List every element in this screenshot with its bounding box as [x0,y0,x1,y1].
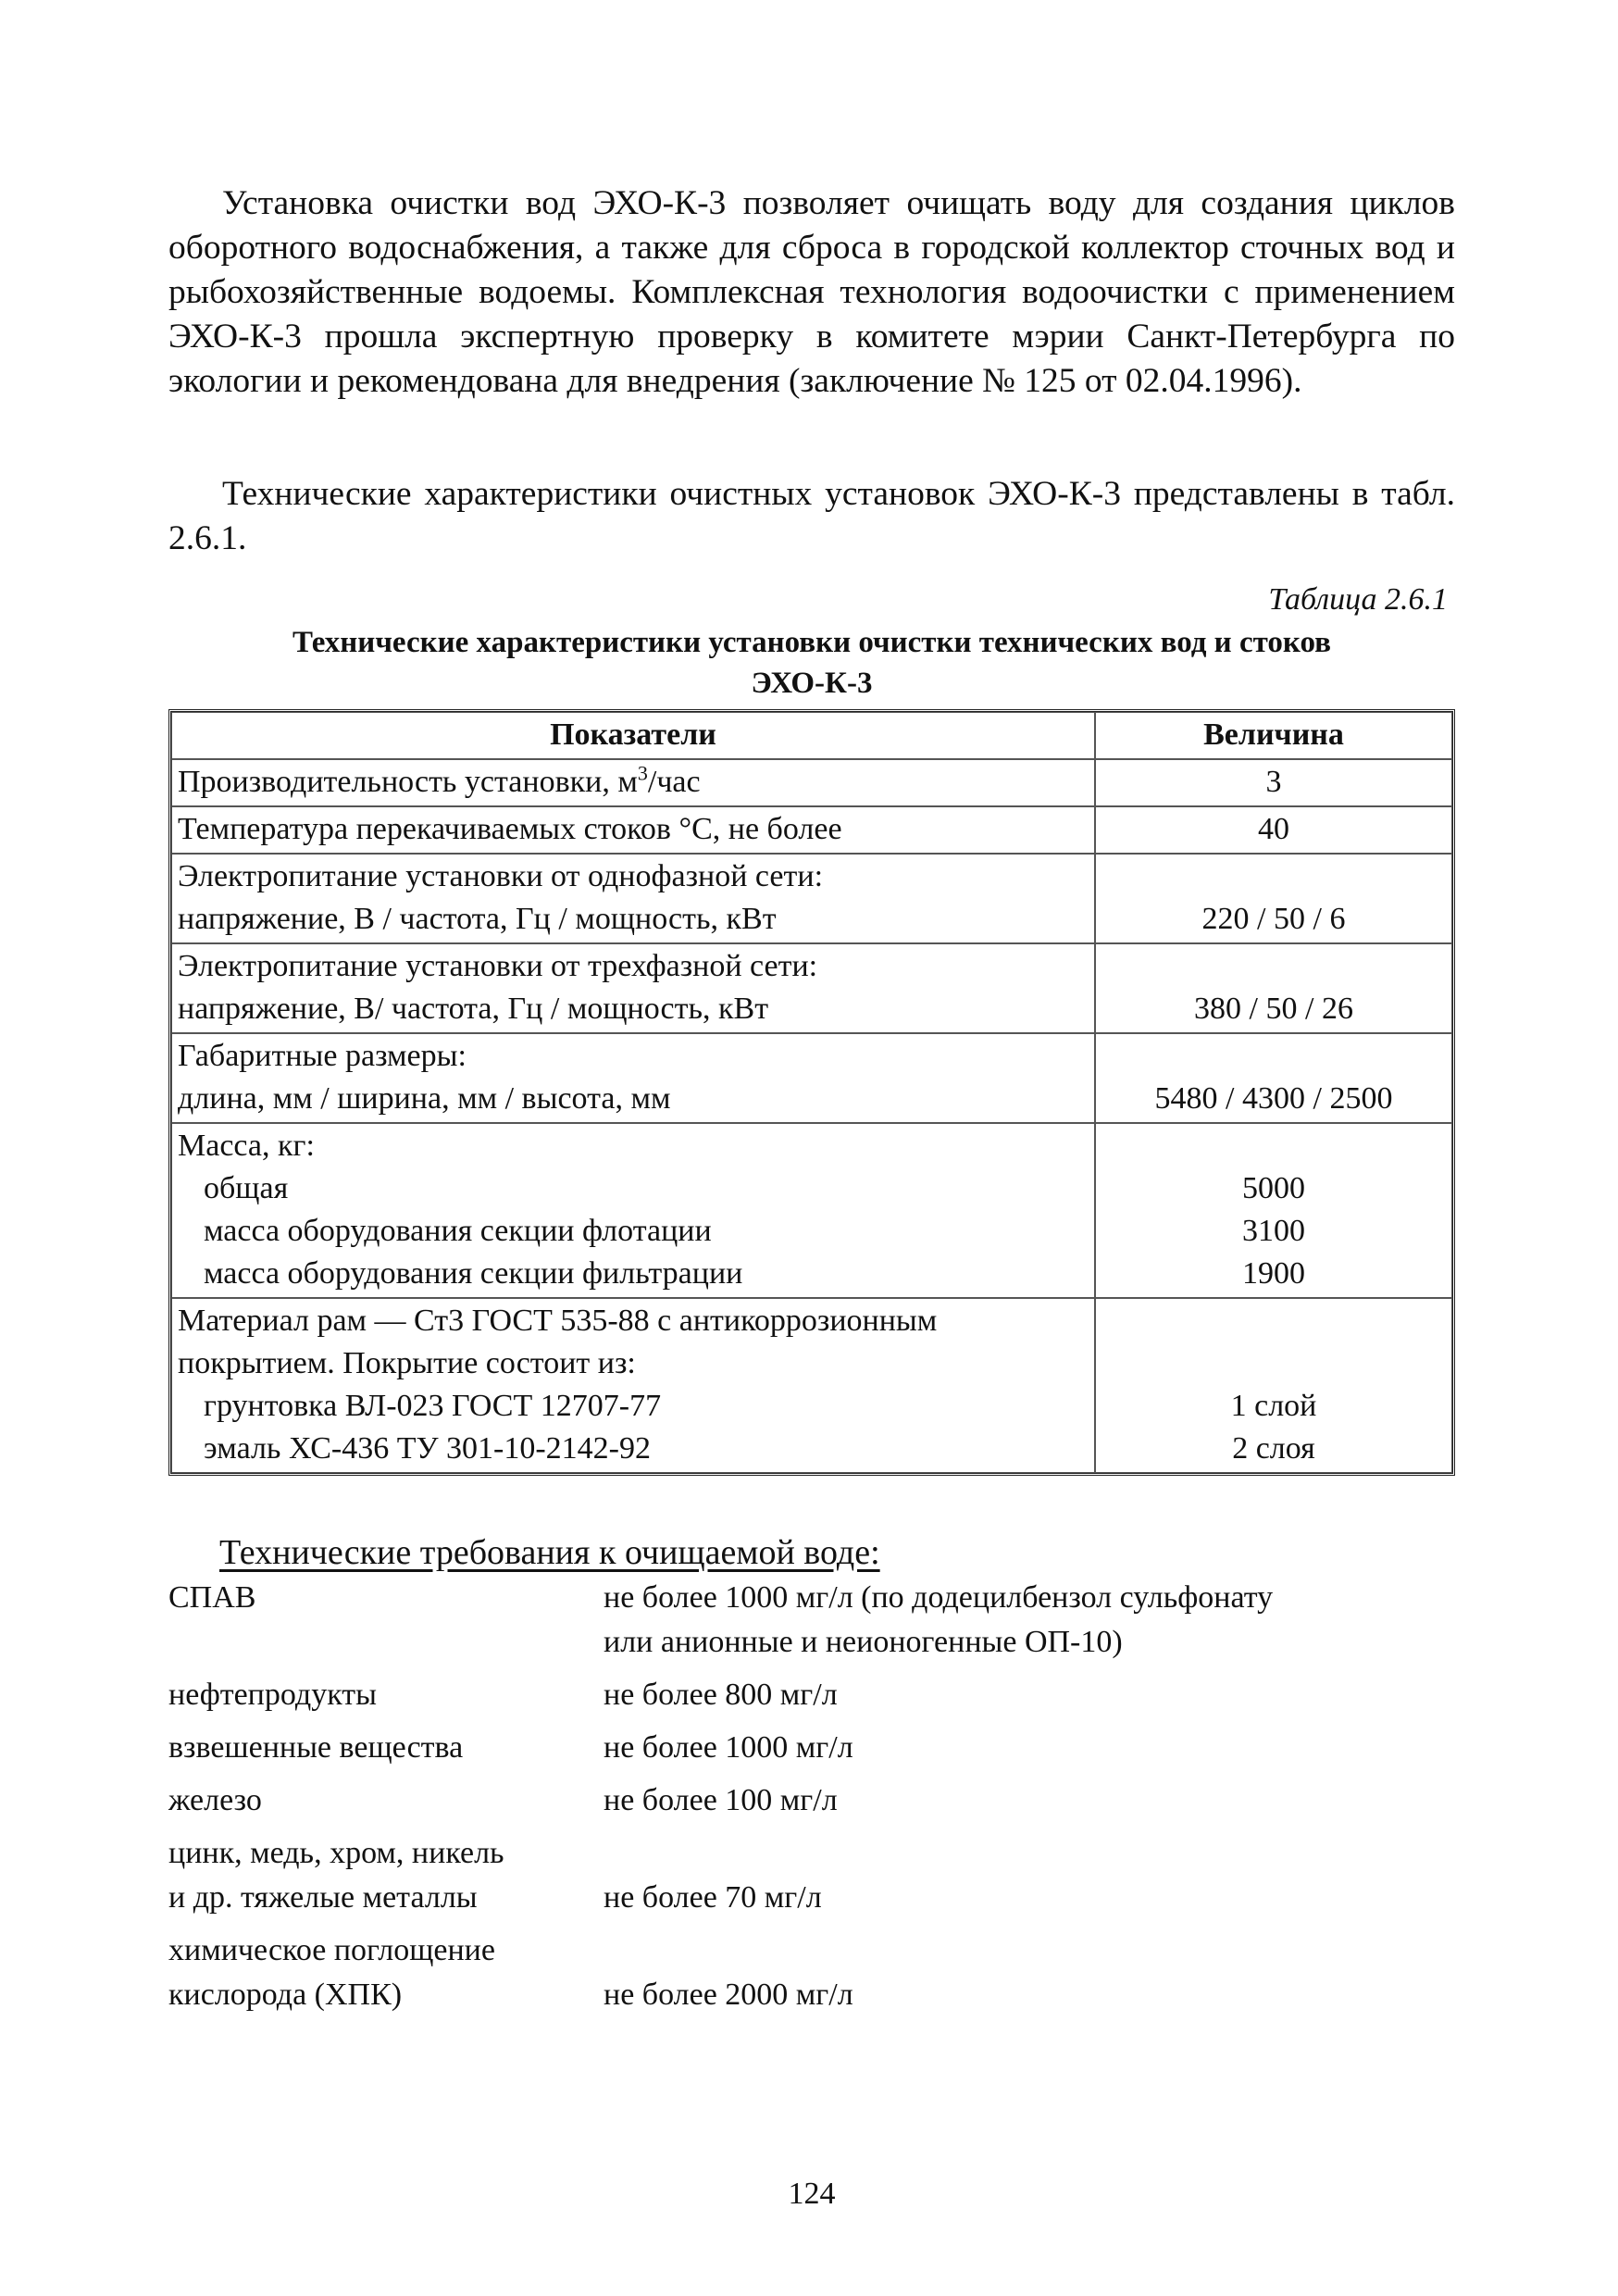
table-row-temperature [171,806,1452,854]
row-label: Электропитание установки от однофазной сети: напряжение, В / частота, Гц / мощность, кВт [171,854,1095,943]
table-number: Таблица 2.6.1 [1268,582,1448,617]
document-page [168,0,1455,2296]
requirement-name: взвешенные вещества [168,1730,464,1765]
table-title-line-2: ЭХО-К-3 [751,667,873,700]
requirement-value: не более 2000 мг/л [604,1978,853,2012]
row-label: Материал рам — Ст3 ГОСТ 535-88 с антикоррозионным покрытием. Покрытие состоит из: грунтовка ВЛ-023 ГОСТ 12707-77 эмаль ХС-436 ТУ 301-10-2142-92 [171,1298,1095,1473]
requirement-name: СПАВ [168,1580,256,1615]
requirements-list [168,1576,1455,2026]
row-value: 5480 / 4300 / 2500 [1095,1033,1452,1123]
table-row-dimensions [171,1033,1452,1123]
row-value: 5000 3100 1900 [1095,1123,1452,1298]
requirement-value: не более 1000 мг/л (по додецилбензол сульфонату или анионные и неионогенные ОП-10) [604,1580,1274,1659]
requirement-value: не более 70 мг/л [604,1880,822,1915]
row-label: Электропитание установки от трехфазной сети: напряжение, В/ частота, Гц / мощность, кВт [171,943,1095,1033]
requirement-name: химическое поглощение кислорода (ХПК) [168,1933,495,2012]
requirement-value: не более 1000 мг/л [604,1730,853,1765]
row-label: Габаритные размеры: длина, мм / ширина, мм / высота, мм [171,1033,1095,1123]
requirement-metals [168,1831,1455,1920]
header-value: Величина [1095,712,1452,759]
row-value: 380 / 50 / 26 [1095,943,1452,1033]
requirements-heading: Технические требования к очищаемой воде: [219,1533,880,1572]
table-row-productivity [171,759,1452,806]
table-row-mass [171,1123,1452,1298]
table-row-single-phase [171,854,1452,943]
table-title-line-1: Технические характеристики установки очистки технических вод и стоков [292,626,1331,659]
requirement-cod [168,1928,1455,2017]
row-value: 3 [1095,759,1452,806]
requirement-suspended [168,1726,1455,1770]
requirement-value: не более 100 мг/л [604,1783,838,1817]
page-number: 124 [788,2177,836,2211]
row-value: 1 слой 2 слоя [1095,1298,1452,1473]
requirement-name: нефтепродукты [168,1678,377,1712]
requirement-name: железо [168,1783,262,1817]
specifications-table [168,709,1455,1476]
table-row-material [171,1298,1452,1473]
row-label: Масса, кг: общая масса оборудования секции флотации масса оборудования секции фильтрации [171,1123,1095,1298]
header-param: Показатели [171,712,1095,759]
table-header-row [171,712,1452,759]
table-title [168,622,1455,704]
table-row-three-phase [171,943,1452,1033]
requirement-iron [168,1778,1455,1823]
row-value: 40 [1095,806,1452,854]
row-label: Производительность установки, $м^3$/час [171,759,1095,806]
requirement-name: цинк, медь, хром, никель и др. тяжелые металлы [168,1836,504,1915]
row-label: Температура перекачиваемых стоков °С, не более [171,806,1095,854]
requirement-spav [168,1576,1455,1665]
table-reference-paragraph: Технические характеристики очистных установок ЭХО-К-3 представлены в табл. 2.6.1. [168,475,1455,557]
intro-paragraph: Установка очистки вод ЭХО-К-3 позволяет очищать воду для создания циклов оборотного водоснабжения, а также для сброса в городской коллектор сточных вод и рыбохозяйственные водоемы. Комплексная технология водоочистки с применением ЭХО-К-3 прошла экспертную проверку в комитете мэрии Санкт-Петербурга по экологии и рекомендована для внедрения (заключение № 125 от 02.04.1996). [168,184,1455,400]
requirement-value: не более 800 мг/л [604,1678,838,1712]
row-value: 220 / 50 / 6 [1095,854,1452,943]
requirement-oil [168,1673,1455,1717]
